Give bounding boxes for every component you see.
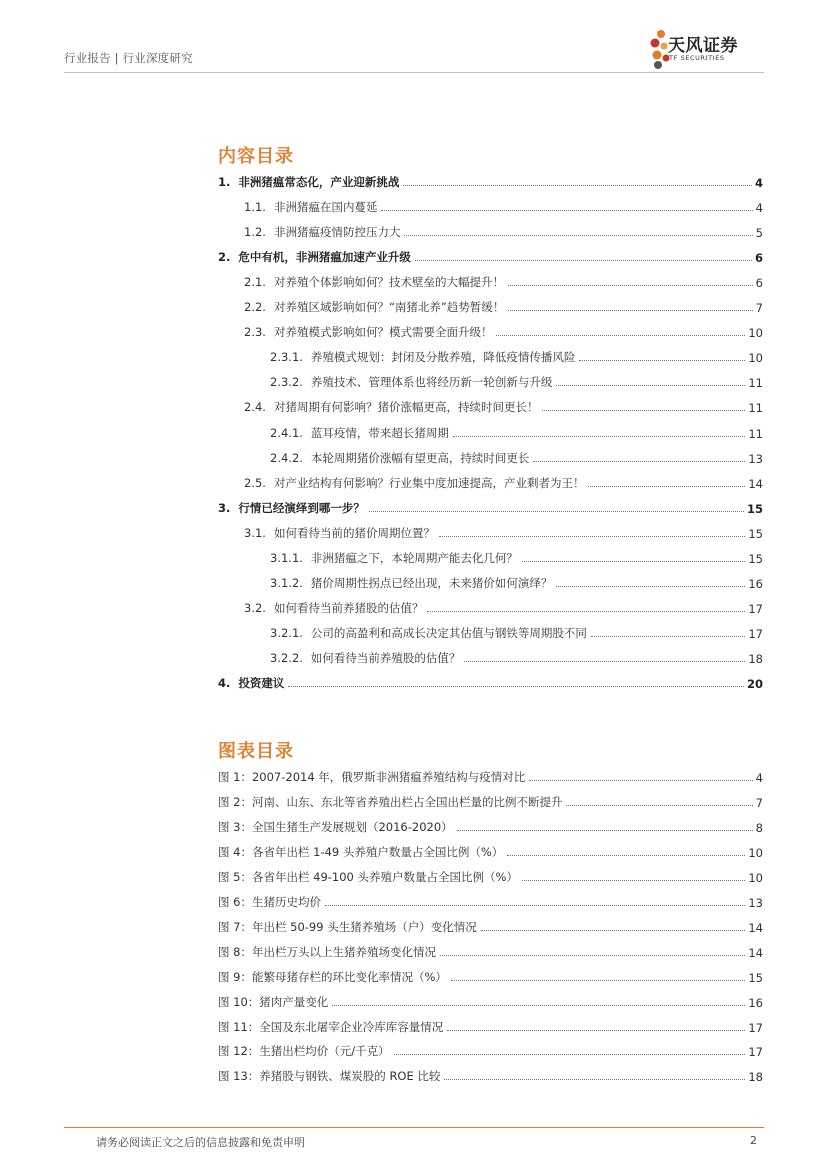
figure-entry[interactable] xyxy=(218,815,763,835)
figure-entry[interactable] xyxy=(218,1039,763,1059)
toc-entry-number: 2.2. xyxy=(244,300,266,315)
figure-entry[interactable] xyxy=(218,790,763,810)
toc-entry-text: 如何看待当前的猪价周期位置？ xyxy=(273,525,435,540)
entry-page-number: 15 xyxy=(748,551,763,566)
entry-page-number: 15 xyxy=(746,501,763,516)
figure-entry[interactable] xyxy=(218,890,763,910)
toc-entry[interactable] xyxy=(244,320,763,340)
figure-entry-text: 图 8：年出栏万头以上生猪养殖场变化情况 xyxy=(218,944,436,959)
page-number: 2 xyxy=(750,1134,757,1147)
figure-entry[interactable] xyxy=(218,840,763,860)
toc-entry[interactable] xyxy=(218,671,763,691)
toc-entry[interactable] xyxy=(244,521,763,541)
dot-leader xyxy=(542,410,745,411)
toc-entry-text: 非洲猪瘟之下，本轮周期产能去化几何？ xyxy=(310,550,518,565)
entry-page-number: 14 xyxy=(748,476,763,491)
entry-page-number: 4 xyxy=(755,771,763,785)
toc-entry-number: 3.1.2. xyxy=(270,575,303,590)
dot-leader xyxy=(369,511,744,512)
dot-leader xyxy=(464,661,745,662)
entry-page-number: 10 xyxy=(748,326,763,341)
entry-page-number: 6 xyxy=(754,251,763,266)
dot-leader xyxy=(332,1005,745,1006)
toc-entry-number: 2.1. xyxy=(244,275,266,290)
toc-entry-text: 危中有机，非洲猪瘟加速产业升级 xyxy=(238,250,411,265)
entry-page-number: 4 xyxy=(754,176,763,190)
entry-page-number: 7 xyxy=(755,795,763,810)
dot-leader xyxy=(508,310,752,311)
dot-leader xyxy=(508,285,753,286)
entry-page-number: 17 xyxy=(748,1020,763,1035)
dot-leader xyxy=(591,636,745,637)
figure-entry[interactable] xyxy=(218,915,763,935)
toc-entry-text: 非洲猪瘟常态化，产业迎新挑战 xyxy=(238,175,400,189)
toc-entry-text: 养殖模式规划：封闭及分散养殖，降低疫情传播风险 xyxy=(310,350,576,365)
toc-entry[interactable] xyxy=(244,471,763,491)
toc-entry[interactable] xyxy=(244,596,763,616)
toc-entry-text: 非洲猪瘟疫情防控压力大 xyxy=(273,225,401,240)
logo-company-sub: TF SECURITIES xyxy=(669,54,725,62)
figure-entry[interactable] xyxy=(218,1064,763,1084)
toc-entry[interactable] xyxy=(270,571,763,591)
entry-page-number: 7 xyxy=(755,301,763,316)
entry-page-number: 16 xyxy=(748,995,763,1010)
toc-entry-text: 对产业结构有何影响？行业集中度加速提高，产业剩者为王！ xyxy=(273,475,585,490)
toc-entry-number: 1. xyxy=(218,175,231,189)
dot-leader xyxy=(579,360,745,361)
dot-leader xyxy=(439,536,745,537)
toc-entry-text: 蓝耳疫情，带来超长猪周期 xyxy=(310,425,449,440)
toc-entry-number: 2. xyxy=(218,250,231,265)
toc-entry[interactable] xyxy=(270,370,763,390)
entry-page-number: 14 xyxy=(748,920,763,935)
dot-leader xyxy=(529,780,752,781)
toc-entry[interactable] xyxy=(244,295,763,315)
figure-entry[interactable] xyxy=(218,1015,763,1035)
entry-page-number: 15 xyxy=(748,970,763,985)
toc-entry[interactable] xyxy=(244,270,763,290)
toc-entry-number: 3.1. xyxy=(244,525,266,540)
entry-page-number: 10 xyxy=(748,351,763,366)
toc-entry-number: 3.2. xyxy=(244,600,266,615)
toc-entry-number: 2.3. xyxy=(244,325,266,340)
figure-entry[interactable] xyxy=(218,765,763,785)
dot-leader xyxy=(440,955,745,956)
dot-leader xyxy=(415,260,752,261)
toc-entry[interactable] xyxy=(270,646,763,666)
entry-page-number: 20 xyxy=(746,677,763,691)
toc-entry-text: 对养殖个体影响如何？技术壁垒的大幅提升！ xyxy=(273,275,504,290)
toc-entry[interactable] xyxy=(244,395,763,415)
figures-title: 图表目录 xyxy=(218,741,294,762)
dot-leader xyxy=(451,980,745,981)
entry-page-number: 15 xyxy=(748,526,763,541)
figure-entry-text: 图 6：生猪历史均价 xyxy=(218,894,321,909)
toc-entry[interactable] xyxy=(270,446,763,466)
entry-page-number: 10 xyxy=(748,870,763,885)
footer-divider xyxy=(64,1127,764,1128)
entry-page-number: 18 xyxy=(748,1070,763,1085)
toc-entry-number: 3.1.1. xyxy=(270,550,303,565)
entry-page-number: 6 xyxy=(755,276,763,291)
toc-entry[interactable] xyxy=(270,621,763,641)
dot-leader xyxy=(507,855,745,856)
dot-leader xyxy=(325,905,745,906)
figure-entry[interactable] xyxy=(218,865,763,885)
figure-entry-text: 图 13：养猪股与钢铁、煤炭股的 ROE 比较 xyxy=(218,1069,441,1084)
figure-entry[interactable] xyxy=(218,940,763,960)
footer-disclaimer: 请务必阅读正文之后的信息披露和免责申明 xyxy=(96,1136,305,1149)
toc-entry-number: 2.3.1. xyxy=(270,350,303,365)
toc-entry-text: 行情已经演绎到哪一步？ xyxy=(238,500,365,515)
logo-company-name: 天风证券 xyxy=(668,36,738,56)
entry-page-number: 11 xyxy=(748,376,763,391)
entry-page-number: 13 xyxy=(748,451,763,466)
toc-title: 内容目录 xyxy=(218,146,294,167)
toc-entry-number: 3.2.2. xyxy=(270,650,303,665)
entry-page-number: 17 xyxy=(748,626,763,641)
dot-leader xyxy=(394,1054,746,1055)
entry-page-number: 5 xyxy=(755,226,763,241)
figure-entry-text: 图 9：能繁母猪存栏的环比变化率情况（%） xyxy=(218,969,447,984)
entry-page-number: 13 xyxy=(748,895,763,910)
dot-leader xyxy=(496,335,745,336)
dot-leader xyxy=(566,805,752,806)
toc-entry-text: 如何看待当前养殖股的估值？ xyxy=(310,650,461,665)
toc-entry[interactable] xyxy=(244,195,763,215)
toc-entry[interactable] xyxy=(270,345,763,365)
toc-entry-text: 如何看待当前养猪股的估值？ xyxy=(273,600,424,615)
entry-page-number: 17 xyxy=(748,1045,763,1060)
dot-leader xyxy=(444,1079,745,1080)
figure-entry-text: 图 3：全国生猪生产发展规划（2016-2020） xyxy=(218,819,453,834)
entry-page-number: 17 xyxy=(748,601,763,616)
toc-entry-number: 2.4.1. xyxy=(270,425,303,440)
dot-leader xyxy=(427,611,745,612)
toc-entry[interactable] xyxy=(218,170,763,190)
entry-page-number: 4 xyxy=(755,201,763,216)
toc-entry-text: 养殖技术、管理体系也将经历新一轮创新与升级 xyxy=(310,375,553,390)
entry-page-number: 11 xyxy=(748,426,763,441)
entry-page-number: 14 xyxy=(748,945,763,960)
figure-entry-text: 图 11：全国及东北屠宰企业冷库库容量情况 xyxy=(218,1019,444,1034)
report-type-header: 行业报告 | 行业深度研究 xyxy=(64,51,193,65)
toc-entry-text: 本轮周期猪价涨幅有望更高，持续时间更长 xyxy=(310,450,530,465)
toc-entry-text: 投资建议 xyxy=(238,676,285,690)
toc-entry-text: 公司的高盈利和高成长决定其估值与钢铁等周期股不同 xyxy=(310,625,587,640)
toc-entry-number: 1.2. xyxy=(244,225,266,240)
dot-leader xyxy=(556,586,745,587)
toc-entry[interactable] xyxy=(244,220,763,240)
figure-entry-text: 图 5：各省年出栏 49-100 头养殖户数量占全国比例（%） xyxy=(218,869,518,884)
toc-entry-number: 2.4. xyxy=(244,400,266,415)
figure-entry-text: 图 7：年出栏 50-99 头生猪养殖场（户）变化情况 xyxy=(218,919,477,934)
toc-entry-text: 非洲猪瘟在国内蔓延 xyxy=(273,200,378,215)
entry-page-number: 18 xyxy=(748,651,763,666)
entry-page-number: 16 xyxy=(748,576,763,591)
dot-leader xyxy=(457,830,753,831)
toc-entry-number: 1.1. xyxy=(244,200,266,215)
dot-leader xyxy=(288,686,744,687)
dot-leader xyxy=(453,436,745,437)
toc-entry-number: 2.5. xyxy=(244,475,266,490)
entry-page-number: 10 xyxy=(748,845,763,860)
dot-leader xyxy=(556,385,745,386)
toc-entry[interactable] xyxy=(270,546,763,566)
header-divider xyxy=(64,72,764,73)
toc-entry[interactable] xyxy=(218,245,763,265)
toc-entry[interactable] xyxy=(270,421,763,441)
toc-entry-text: 对养殖模式影响如何？模式需要全面升级！ xyxy=(273,325,493,340)
toc-entry-number: 4. xyxy=(218,676,231,690)
toc-entry-text: 猪价周期性拐点已经出现，未来猪价如何演绎？ xyxy=(310,575,553,590)
figure-entry-text: 图 2：河南、山东、东北等省养殖出栏占全国出栏量的比例不断提升 xyxy=(218,794,563,809)
figure-entry[interactable] xyxy=(218,965,763,985)
toc-entry-text: 对养殖区域影响如何？“南猪北养”趋势暂缓！ xyxy=(273,300,505,315)
toc-entry-number: 2.3.2. xyxy=(270,375,303,390)
figure-entry-text: 图 12：生猪出栏均价（元/千克） xyxy=(218,1044,390,1059)
toc-entry-number: 3. xyxy=(218,500,231,515)
dot-leader xyxy=(403,185,752,186)
dot-leader xyxy=(404,235,752,236)
toc-entry[interactable] xyxy=(218,496,763,516)
entry-page-number: 11 xyxy=(748,401,763,416)
dot-leader xyxy=(381,210,752,211)
toc-entry-text: 对猪周期有何影响？猪价涨幅更高，持续时间更长！ xyxy=(273,400,539,415)
dot-leader xyxy=(588,486,745,487)
figure-entry-text: 图 1：2007-2014 年，俄罗斯非洲猪瘟养殖结构与疫情对比 xyxy=(218,770,526,784)
figure-entry[interactable] xyxy=(218,990,763,1010)
figure-entry-text: 图 4：各省年出栏 1-49 头养殖户数量占全国比例（%） xyxy=(218,844,504,859)
dot-leader xyxy=(481,930,746,931)
toc-entry-number: 2.4.2. xyxy=(270,450,303,465)
figure-entry-text: 图 10：猪肉产量变化 xyxy=(218,994,329,1009)
dot-leader xyxy=(522,561,745,562)
dot-leader xyxy=(522,880,745,881)
entry-page-number: 8 xyxy=(755,820,763,835)
dot-leader xyxy=(447,1030,745,1031)
toc-entry-number: 3.2.1. xyxy=(270,625,303,640)
dot-leader xyxy=(533,461,745,462)
